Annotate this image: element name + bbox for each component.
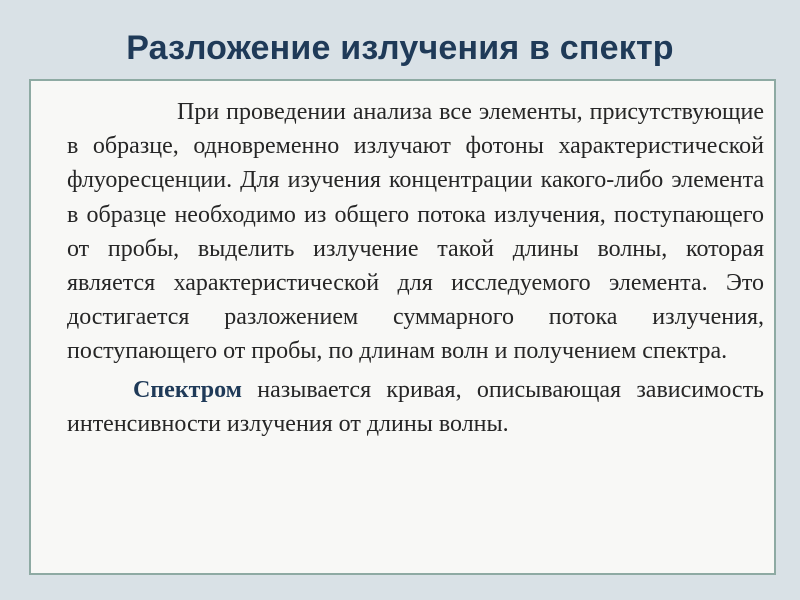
paragraph-spectrum-definition [67, 373, 764, 441]
spectrum-definition-text: называется кривая, описывающая зависимость интенсивности излучения от длины волны. [67, 376, 764, 437]
content-text-box [29, 79, 776, 575]
paragraph-analysis: При проведении анализа все элементы, присутствующие в образце, одновременно излучают фотоны характеристической флуоресценции. Для изучения концентрации какого-либо элемента в образце необходимо из общего потока излучения, поступающего от пробы, выделить излучение такой длины волны, которая является характеристической для исследуемого элемента. Это достигается разложением суммарного потока излучения, поступающего от пробы, по длинам волн и получением спектра. [67, 99, 764, 365]
slide-title: Разложение излучения в спектр [126, 29, 674, 67]
spectrum-term: Спектром [133, 376, 242, 403]
